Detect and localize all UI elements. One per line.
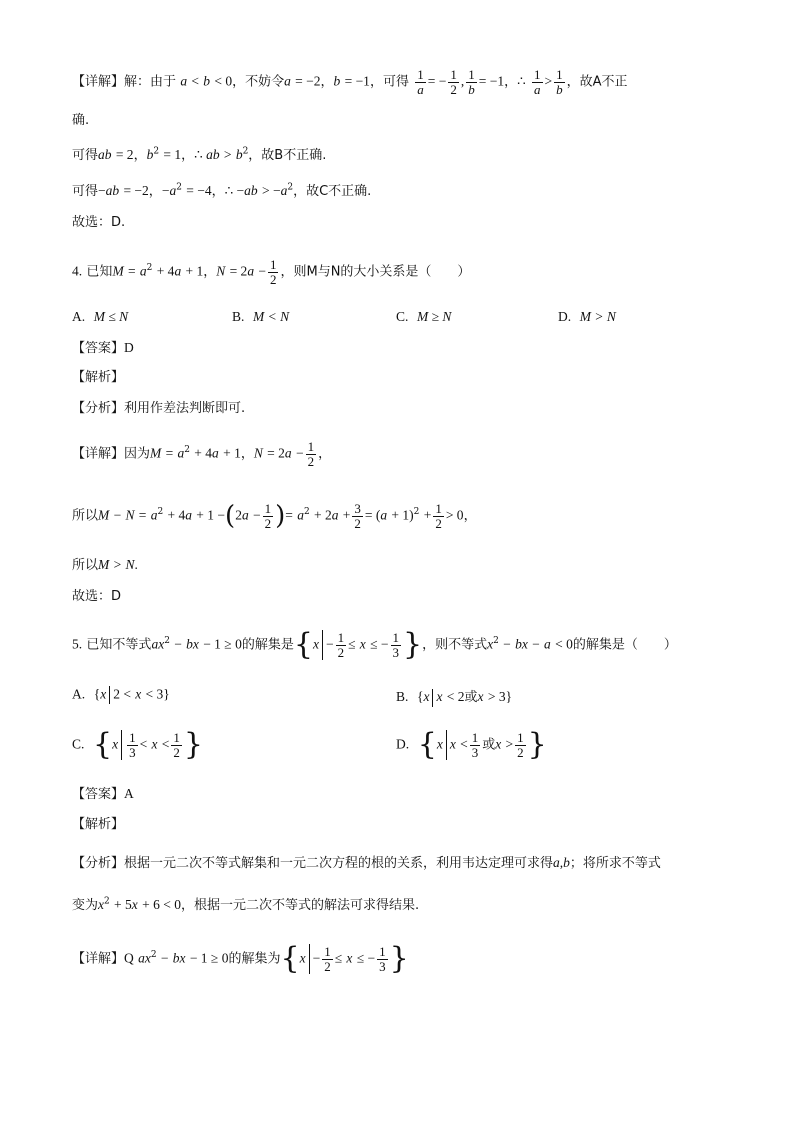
q5-option-d[interactable]: D. {x x < $\frac{1}{3}$ 或x > $\frac{1}{2}$ } (396, 727, 547, 762)
q4-option-c[interactable]: C. M ≥ N (396, 309, 452, 324)
q5-stem: 5. 已知不等式$ax^2$ − bx − 1 ≥ 0的解集是{x − $\frac{1}{2}$ ≤ x ≤ − $\frac{1}{3}$ }，则不等式$x^2$ − bx − a < 0的解集是（ ） (72, 627, 677, 662)
q4-choice: 故选：D (72, 589, 122, 604)
q4-difference: 所以$M - N = a^2 + 4a + 1 -(2a$ − $\frac{1}{2}$ )= $a^2 + 2a$ + $\frac{3}{2}$ = $(a + 1)^2$ + $\frac{1}{2}$ > 0， (72, 501, 477, 532)
q5-analysis-line-1: 【分析】根据一元二次不等式解集和一元二次方程的根的关系，利用韦达定理可求得a,b；将所求不等式 (72, 855, 661, 871)
q5-analysis-line-2: 变为$x^2 + 5x + 6 < 0$，根据一元二次不等式的解法可求得结果. (72, 896, 420, 913)
detail-tag: 【详解】 (72, 74, 125, 90)
q5-option-a[interactable]: A. {x 2 < x < 3} (72, 686, 170, 704)
q5-answer: 【答案】A (72, 786, 134, 802)
q4-answer: 【答案】D (72, 340, 134, 356)
q3-detail-line-1: 【详解】解：由于 a < b < 0，不妨令a = −2，b = −1，可得 $\frac{1}{a}$ = − $\frac{1}{2}$ , $\frac{1}{b}$ = −1，∴ $\frac{1}{a}$ > $\frac{1}{b}$ ，故A不正 (72, 67, 628, 97)
q4-analysis-tag: 【解析】 (72, 370, 125, 385)
q3-detail-line-3: 可得ab = 2，$b^2 = 1$，∴ ab > $b^2$，故B不正确. (72, 146, 327, 163)
q3-detail-line-4: 可得−ab = −2，$-a^2 = -4$，∴ $-ab > -a^2$，故C不正确. (72, 182, 372, 199)
q5-option-c[interactable]: C. {x $\frac{1}{3}$ < x < $\frac{1}{2}$ } (72, 727, 204, 762)
q5-analysis-tag: 【解析】 (72, 817, 125, 832)
q4-conclusion: 所以M > N. (72, 557, 138, 573)
q4-option-d[interactable]: D. M > N (558, 309, 616, 324)
q4-option-b[interactable]: B. M < N (232, 309, 290, 324)
q5-detail: 【详解】Q $ax^2$ − bx − 1 ≥ 0的解集为{x − $\frac{1}{2}$ ≤ x ≤ − $\frac{1}{3}$ } (72, 941, 409, 976)
q4-stem: 4. 已知$M = a^2 + 4a + 1$，N = 2a − $\frac{1}{2}$ ，则M与N的大小关系是（ ） (72, 257, 471, 287)
q3-detail-line-2: 确. (72, 113, 90, 128)
q4-option-a[interactable]: A. M ≤ N (72, 309, 129, 324)
q4-detail: 【详解】因为$M = a^2 + 4a + 1$，N = 2a − $\frac{1}{2}$ ， (72, 439, 332, 469)
q3-choice: 故选：D. (72, 215, 126, 230)
q4-analysis: 【分析】利用作差法判断即可. (72, 401, 246, 416)
q5-option-b[interactable]: B. {x x < 2或x > 3} (396, 689, 513, 705)
